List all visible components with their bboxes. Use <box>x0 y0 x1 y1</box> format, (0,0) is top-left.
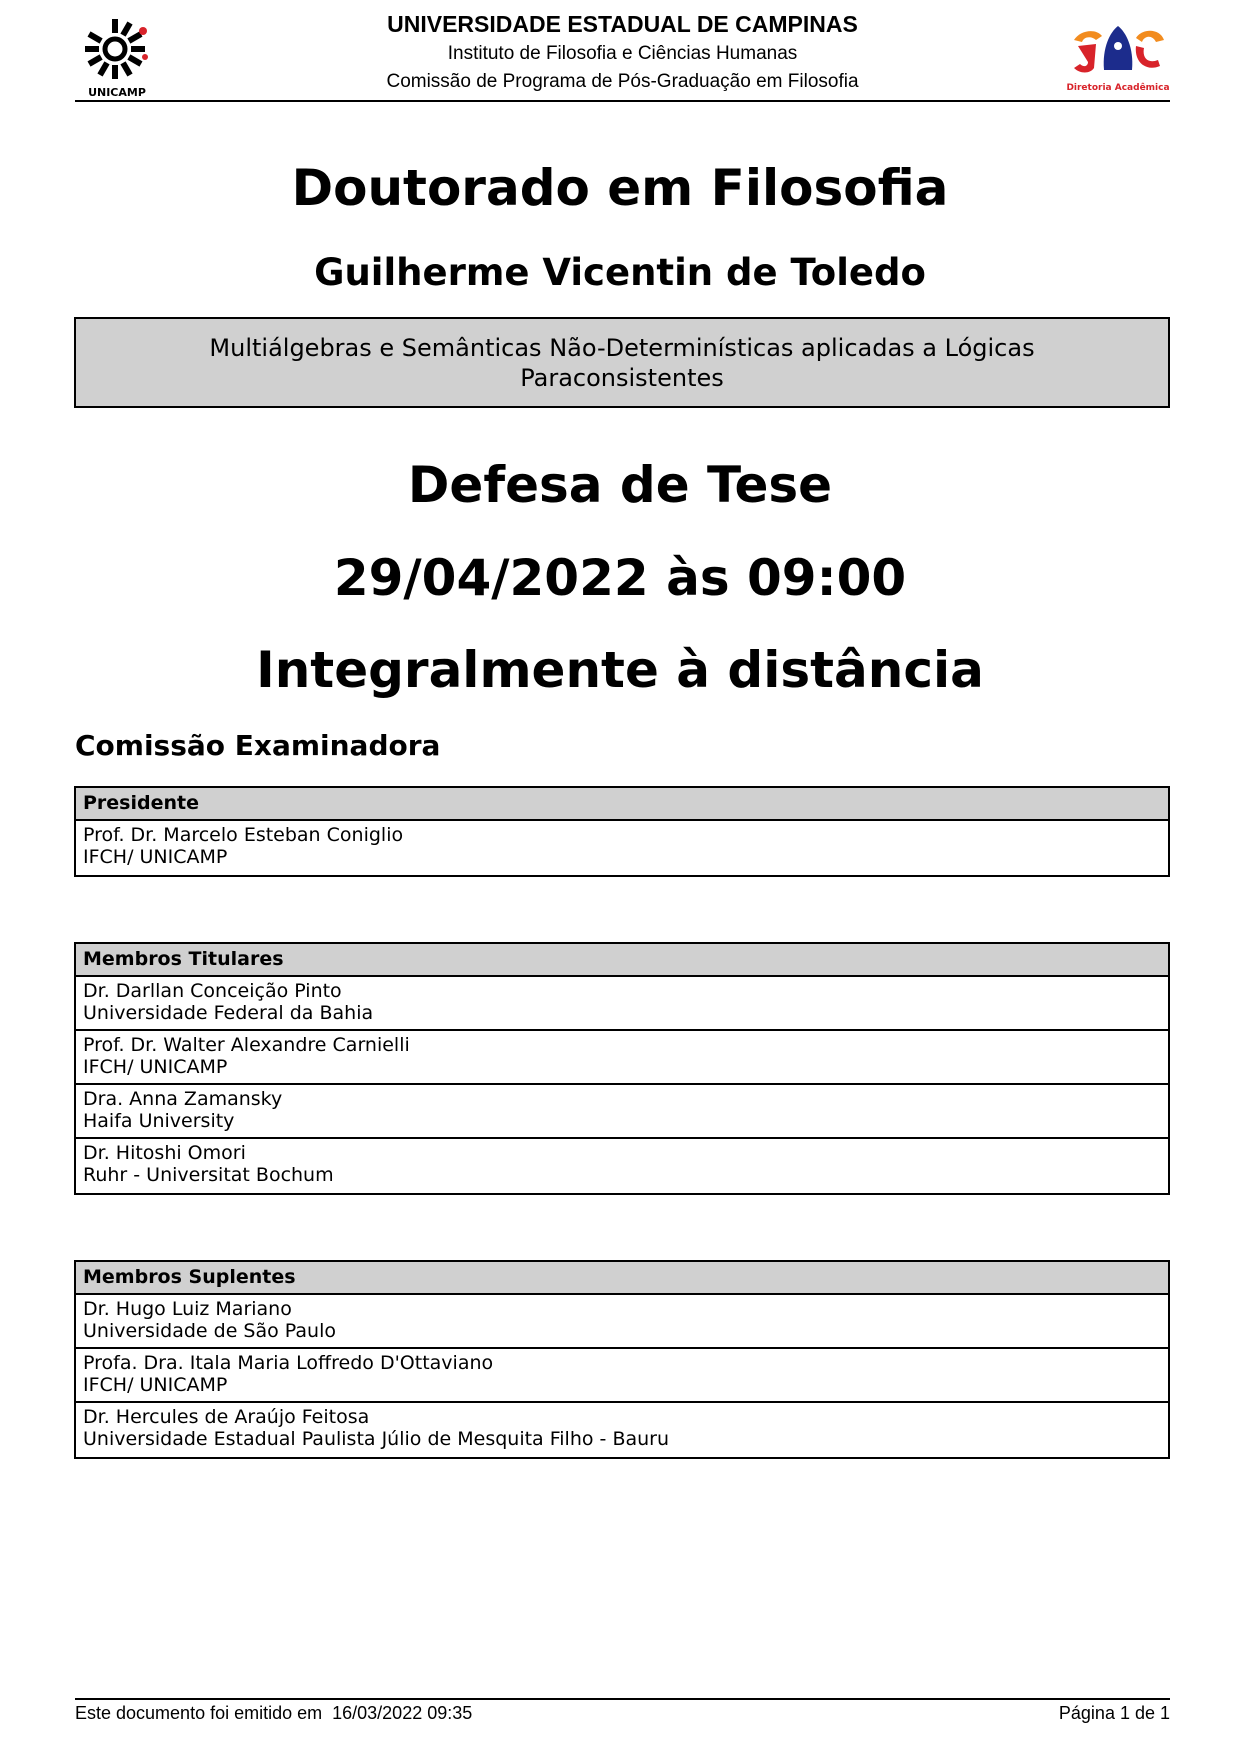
diretoria-academica-logo <box>1066 18 1170 100</box>
member-name: Dra. Anna Zamansky <box>83 1088 283 1110</box>
event-datetime: 29/04/2022 às 09:00 <box>333 549 907 607</box>
member-name: Prof. Dr. Walter Alexandre Carnielli <box>83 1034 410 1056</box>
table-row <box>76 1031 1168 1085</box>
thesis-title-box <box>74 317 1170 408</box>
table-row <box>76 977 1168 1031</box>
member-institution: Universidade Estadual Paulista Júlio de Mesquita Filho - Bauru <box>83 1428 670 1450</box>
university-name: UNIVERSIDADE ESTADUAL DE CAMPINAS <box>387 11 858 37</box>
member-name: Dr. Darllan Conceição Pinto <box>83 980 342 1002</box>
table-row <box>76 1139 1168 1193</box>
document-footer <box>75 1698 1170 1723</box>
table-header: Presidente <box>76 788 1168 821</box>
table-row <box>76 1403 1168 1457</box>
table-row <box>76 821 1168 875</box>
unicamp-logo <box>79 14 157 100</box>
member-institution: Universidade de São Paulo <box>83 1320 336 1342</box>
member-institution: Ruhr - Universitat Bochum <box>83 1164 334 1186</box>
institute-name: Instituto de Filosofia e Ciências Humanas <box>447 43 798 64</box>
candidate-name: Guilherme Vicentin de Toledo <box>314 251 926 294</box>
titular-members-table <box>74 942 1170 1195</box>
member-name: Prof. Dr. Marcelo Esteban Coniglio <box>83 824 404 846</box>
committee-title: Comissão Examinadora <box>75 729 441 762</box>
commission-name: Comissão de Programa de Pós-Graduação em Filosofia <box>386 71 859 92</box>
unicamp-logo-text: UNICAMP <box>88 86 146 99</box>
president-table <box>74 786 1170 877</box>
member-institution: IFCH/ UNICAMP <box>83 1056 228 1078</box>
event-location: Integralmente à distância <box>256 641 984 699</box>
member-institution: IFCH/ UNICAMP <box>83 1374 228 1396</box>
member-institution: Universidade Federal da Bahia <box>83 1002 374 1024</box>
header-text <box>225 8 1020 96</box>
issued-timestamp: Este documento foi emitido em 16/03/2022 09:35 <box>75 1703 473 1723</box>
table-row <box>76 1085 1168 1139</box>
table-row <box>76 1349 1168 1403</box>
substitute-members-table <box>74 1260 1170 1459</box>
page-number: Página 1 de 1 <box>1058 1703 1170 1723</box>
table-header: Membros Suplentes <box>76 1262 1168 1295</box>
member-name: Dr. Hugo Luiz Mariano <box>83 1298 292 1320</box>
diretoria-logo-text: Diretoria Acadêmica <box>1066 83 1170 93</box>
member-name: Dr. Hercules de Araújo Feitosa <box>83 1406 370 1428</box>
document-header <box>75 8 1170 102</box>
thesis-title: Multiálgebras e Semânticas Não-Determinísticas aplicadas a Lógicas Paraconsistentes <box>209 333 1035 392</box>
member-name: Dr. Hitoshi Omori <box>83 1142 246 1164</box>
event-type: Defesa de Tese <box>407 456 833 514</box>
member-institution: IFCH/ UNICAMP <box>83 846 228 868</box>
member-name: Profa. Dra. Itala Maria Loffredo D'Ottaviano <box>83 1352 494 1374</box>
table-row <box>76 1295 1168 1349</box>
member-institution: Haifa University <box>83 1110 235 1132</box>
table-header: Membros Titulares <box>76 944 1168 977</box>
program-title: Doutorado em Filosofia <box>291 159 949 217</box>
